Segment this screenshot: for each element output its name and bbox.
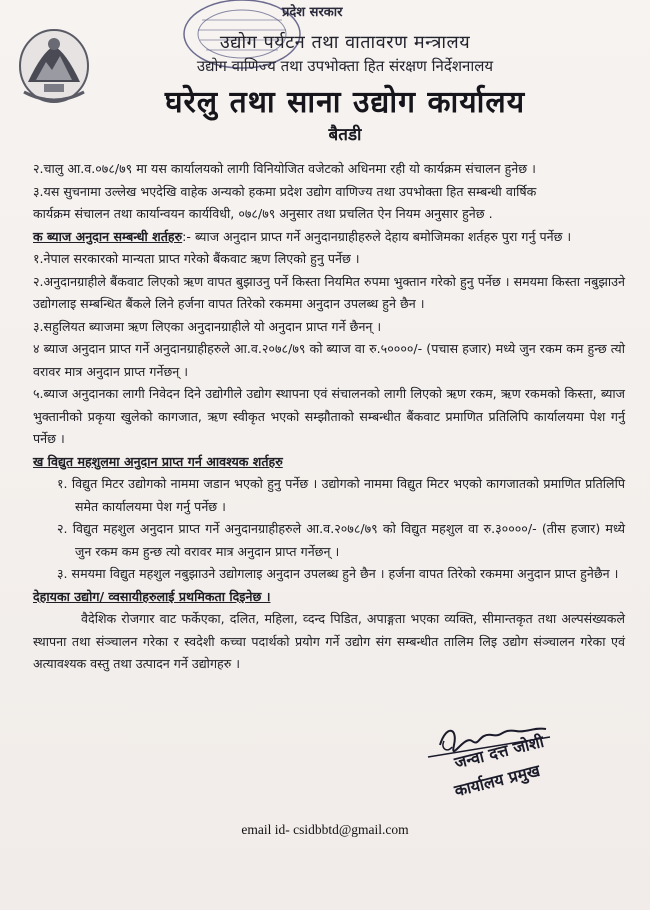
department-title: उद्योग वाणिज्य तथा उपभोक्ता हित संरक्षण निर्देशनालय <box>196 57 494 75</box>
section-ka-heading: क ब्याज अनुदान सम्बन्धी शर्तहरु <box>33 228 183 244</box>
priority-section <box>33 586 625 609</box>
government-label: प्रदेश सरकार <box>282 5 343 20</box>
list-item: २.अनुदानग्राहीले बैंकवाट लिएको ऋण वापत बुझाउनु पर्ने किस्ता नियमित रुपमा भुक्तान गरेको हुनु पर्नेछ । समयमा किस्ता नबुझाउने उद्योगलाइ सम्बन्धित बैंकले लिने हर्जना वापत तिरेको रकममा अनुदान उपलब्ध हुने छैन । <box>33 273 625 311</box>
paragraph-2: २.चालु आ.व.०७८/७९ मा यस कार्यालयको लागी विनियोजित वजेटको अधिनमा रही यो कार्यक्रम संचालन हुनेछ । <box>33 161 536 176</box>
list-item: ५.ब्याज अनुदानका लागी निवेदन दिने उद्योगीले उद्योग स्थापना एवं संचालनको लागी लिएको ऋण रकम, ऋण रकमको किस्ता, ब्याज भुक्तानीको प्रकृया खुलेको कागजात, ऋण स्वीकृत भएको सम्झौताको सम्बन्धीत बैंकवाट प्रमाणित प्रतिलिपि कार्यालयमा पेश गर्नु पर्नेछ । <box>33 386 625 446</box>
list-item: ३.सहुलियत ब्याजमा ऋण लिएका अनुदानग्राहीले यो अनुदान प्राप्त गर्ने छैनन् । <box>33 318 382 334</box>
list-item: २. विद्युत महशुल अनुदान प्राप्त गर्ने अनुदानग्राहीहरुले आ.व.२०७८/७९ को विद्युत महशुल वा रु.३००००/- (तीस हजार) मध्ये जुन रकम कम हुन्छ त्यो वरावर मात्र अनुदान प्राप्त गर्नेछन् । <box>57 521 625 559</box>
contact-email: email id- csidbbtd@gmail.com <box>241 822 409 837</box>
paragraph-3-line-1: ३.यस सुचनामा उल्लेख भएदेखि वाहेक अन्यको हकमा प्रदेश उद्योग वाणिज्य तथा उपभोक्ता हित सम्बन्धी वार्षिक <box>33 183 537 199</box>
section-ka <box>33 226 625 249</box>
list-item: १.नेपाल सरकारको मान्यता प्राप्त गरेको बैंकवाट ऋण लिएको हुनु पर्नेछ । <box>33 251 360 266</box>
notice-body <box>33 158 625 676</box>
list-item: ३. समयमा विद्युत महशुल नबुझाउने उद्योगलाइ अनुदान उपलब्ध हुने छैन । हर्जना वापत तिरेको रकममा अनुदान प्राप्त हुनेछैन । <box>57 566 619 581</box>
signatory-name: जन्वा दत्त जोशी <box>452 731 546 773</box>
priority-heading: देहायका उद्योग/ व्वसायीहरुलाई प्रथमिकता दिइनेछ । <box>33 588 271 604</box>
section-kha-heading: ख विद्युत महशुलमा अनुदान प्राप्त गर्न आवश्यक शर्तहरु <box>33 453 283 469</box>
ministry-title: उद्योग पर्यटन तथा वातावरण मन्त्रालय <box>219 32 471 53</box>
list-item: १. विद्युत मिटर उद्योगको नाममा जडान भएको हुनु पर्नेछ । उद्योगको नाममा विद्युत मिटर भएको कागजातको प्रमाणित प्रतिलिपि समेत कार्यालयमा पेश गर्नु पर्नेछ । <box>57 476 625 514</box>
office-location: बैतडी <box>328 125 362 145</box>
section-kha <box>33 451 625 474</box>
priority-text: वैदेशिक रोजगार वाट फर्केएका, दलित, महिला, व्दन्द पिडित, अपाङ्गता भएका व्यक्ति, सीमान्तकृत तथा अल्पसंख्यकले स्थापना तथा संञ्चालन गरेका र स्वदेशी कच्चा पदार्थको प्रयोग गर्ने उद्योग संग सम्बन्धीत तालिम लिइ उद्योग संञ्चालन गरेका एवं अत्यावश्यक वस्तु तथा उत्पादन गर्ने उद्योगहरु । <box>33 611 625 671</box>
office-title: घरेलु तथा साना उद्योग कार्यालय <box>164 85 526 120</box>
section-ka-intro: :- ब्याज अनुदान प्राप्त गर्ने अनुदानग्राहीहरुले देहाय बमोजिमका शर्तहरु पुरा गर्नु पर्नेछ । <box>182 228 572 244</box>
signatory-title: कार्यालय प्रमुख <box>452 760 542 801</box>
list-item: ४ ब्याज अनुदान प्राप्त गर्ने अनुदानग्राहीहरुले आ.व.२०७८/७९ को ब्याज वा रु.५००००/- (पचास हजार) मध्ये जुन रकम कम हुन्छ त्यो वरावर मात्र अनुदान प्राप्त गर्नेछन् । <box>33 341 625 379</box>
paragraph-3-line-2: कार्यक्रम संचालन तथा कार्यान्वयन कार्यविधी, ०७८/७९ अनुसार तथा प्रचलित ऐन नियम अनुसार हुनेछ . <box>33 206 493 221</box>
